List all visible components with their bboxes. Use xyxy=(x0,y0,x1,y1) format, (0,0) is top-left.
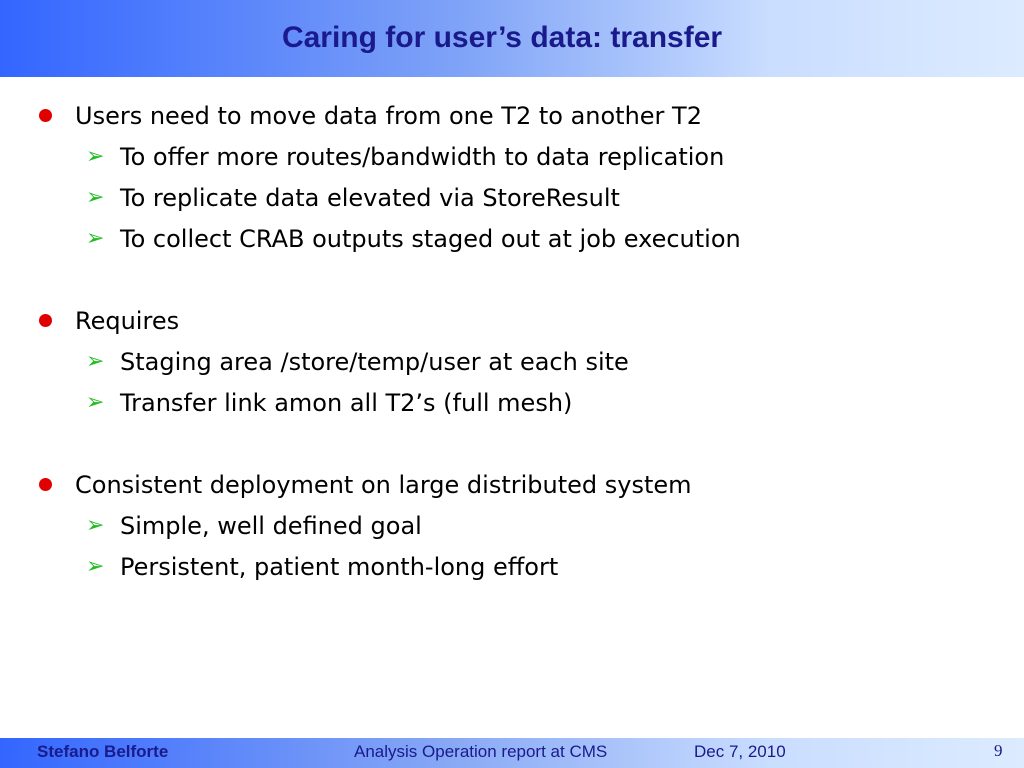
arrowhead-icon: ➢ xyxy=(86,349,105,374)
sub-bullet-item xyxy=(0,342,1024,383)
spacer xyxy=(0,260,1024,301)
bullet-group xyxy=(0,465,1024,588)
sub-bullet-item xyxy=(0,506,1024,547)
sub-bullet-text: To offer more routes/bandwidth to data replication xyxy=(120,143,725,171)
bullet-text: Users need to move data from one T2 to another T2 xyxy=(75,102,702,130)
bullet-group xyxy=(0,96,1024,260)
spacer xyxy=(0,424,1024,465)
sub-bullet-text: Persistent, patient month-long effort xyxy=(120,553,559,581)
footer-presentation-title: Analysis Operation report at CMS xyxy=(354,742,608,761)
footer-date: Dec 7, 2010 xyxy=(694,742,786,761)
slide-title: Caring for user’s data: transfer xyxy=(281,21,723,54)
sub-bullet-item xyxy=(0,547,1024,588)
bullet-group xyxy=(0,301,1024,424)
page-number: 9 xyxy=(994,741,1003,760)
red-dot-icon xyxy=(39,478,52,491)
sub-bullet-item xyxy=(0,178,1024,219)
sub-bullet-text: Transfer link amon all T2’s (full mesh) xyxy=(120,389,573,417)
arrowhead-icon: ➢ xyxy=(86,144,105,169)
bullet-text: Consistent deployment on large distributed system xyxy=(75,471,692,499)
slide-content xyxy=(0,96,1024,588)
red-dot-icon xyxy=(39,109,52,122)
footer-author: Stefano Belforte xyxy=(37,742,169,761)
sub-bullet-item xyxy=(0,219,1024,260)
arrowhead-icon: ➢ xyxy=(86,390,105,415)
bullet-item xyxy=(0,96,1024,137)
sub-bullet-item xyxy=(0,383,1024,424)
arrowhead-icon: ➢ xyxy=(86,513,105,538)
bullet-item xyxy=(0,465,1024,506)
sub-bullet-item xyxy=(0,137,1024,178)
arrowhead-icon: ➢ xyxy=(86,554,105,579)
red-dot-icon xyxy=(39,314,52,327)
bullet-text: Requires xyxy=(75,307,180,335)
sub-bullet-text: To replicate data elevated via StoreResult xyxy=(120,184,620,212)
sub-bullet-text: To collect CRAB outputs staged out at job execution xyxy=(120,225,741,253)
sub-bullet-text: Simple, well defined goal xyxy=(120,512,422,540)
arrowhead-icon: ➢ xyxy=(86,185,105,210)
arrowhead-icon: ➢ xyxy=(86,226,105,251)
sub-bullet-text: Staging area /store/temp/user at each site xyxy=(120,348,629,376)
bullet-item xyxy=(0,301,1024,342)
